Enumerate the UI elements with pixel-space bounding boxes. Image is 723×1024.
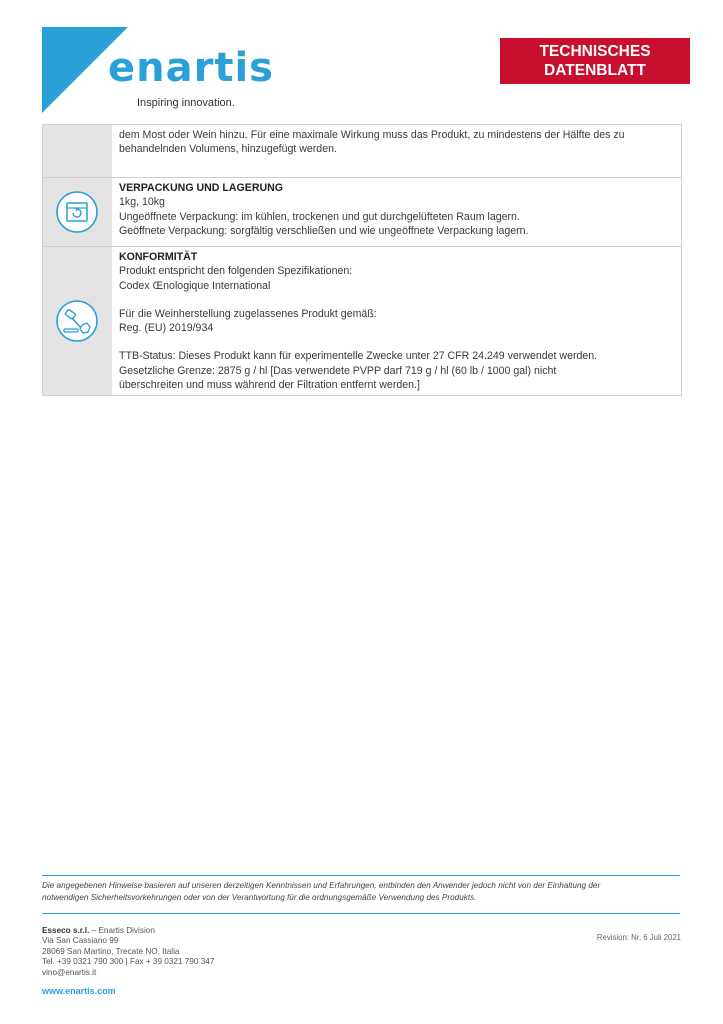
conformity-regulation: Reg. (EU) 2019/934 [119,322,214,335]
ttb-status-line-2: Gesetzliche Grenze: 2875 g / hl [Das verwendete PVPP darf 719 g / hl (60 lb / 1000 gal) nicht [119,364,557,377]
badge-line-1: TECHNISCHES [539,43,651,60]
company-address [42,926,214,978]
address-street: Via San Cassiano 99 [42,936,119,946]
intro-line-2: behandelnden Volumens, hinzugefügt werden. [119,143,337,156]
disclaimer-line-2: notwendigen Sicherheitsvorkehrungen oder von der Verantwortung für die ordnungsgemäße Verwendung des Produkts. [42,892,477,902]
company-name: Esseco s.r.l. [42,926,90,935]
packaging-opened: Geöffnete Verpackung: sorgfältig verschließen und wie ungeöffnete Verpackung lagern. [119,224,529,237]
address-city: 28069 San Martino, Trecate NO, Italia [42,946,180,956]
badge-line-2: DATENBLATT [544,62,646,79]
ttb-status-line-1: TTB-Status: Dieses Produkt kann für experimentelle Zwecke unter 27 CFR 24.249 verwendet werden. [119,350,598,363]
intro-line-1: dem Most oder Wein hinzu. Für eine maximale Wirkung muss das Produkt, zu mindestens der Hälfte des zu [119,129,625,141]
conformity-spec-codex: Codex Œnologique International [119,279,271,292]
enartis-logo [42,27,282,117]
conformity-approved-intro: Für die Weinherstellung zugelassenes Produkt gemäß: [119,307,377,320]
conformity-heading: KONFORMITÄT [119,251,198,263]
disclaimer [42,880,682,903]
packaging-heading: VERPACKUNG UND LAGERUNG [119,182,284,194]
logo-wordmark: enartis [108,45,274,91]
gavel-icon [55,299,99,343]
ttb-status-line-3: überschreiten und muss während der Filtration entfernt werden.] [119,379,420,392]
package-icon [55,190,99,234]
icon-column [43,125,112,177]
conformity-row [43,246,681,395]
company-division: – Enartis Division [89,926,155,935]
icon-column [43,247,112,395]
footer-divider-bottom [42,913,680,914]
conformity-spec-intro: Produkt entspricht den folgenden Spezifikationen: [119,265,353,278]
intro-row [43,124,681,177]
conformity-text [112,247,681,395]
packaging-sizes: 1kg, 10kg [119,196,165,209]
document-type-badge [500,38,690,84]
contact-phone: Tel. +39 0321 790 300 | Fax + 39 0321 790 347 [42,957,215,967]
footer-divider-top [42,875,680,876]
intro-text [112,125,681,177]
disclaimer-line-1: Die angegebenen Hinweise basieren auf unseren derzeitigen Kenntnissen und Erfahrungen, entbinden den Anwender jedoch nicht von der Einhaltung der [42,881,601,890]
packaging-text [112,178,681,246]
revision-info: Revision: Nr. 6 Juli 2021 [596,933,681,942]
packaging-unopened: Ungeöffnete Verpackung: im kühlen, trockenen und gut durchgelüfteten Raum lagern. [119,210,520,223]
packaging-row [43,177,681,246]
icon-column [43,178,112,246]
logo-tagline: Inspiring innovation. [137,97,235,109]
website-link[interactable]: www.enartis.com [42,986,116,996]
contact-email[interactable]: vino@enartis.it [42,967,97,977]
datasheet-table [42,124,682,396]
